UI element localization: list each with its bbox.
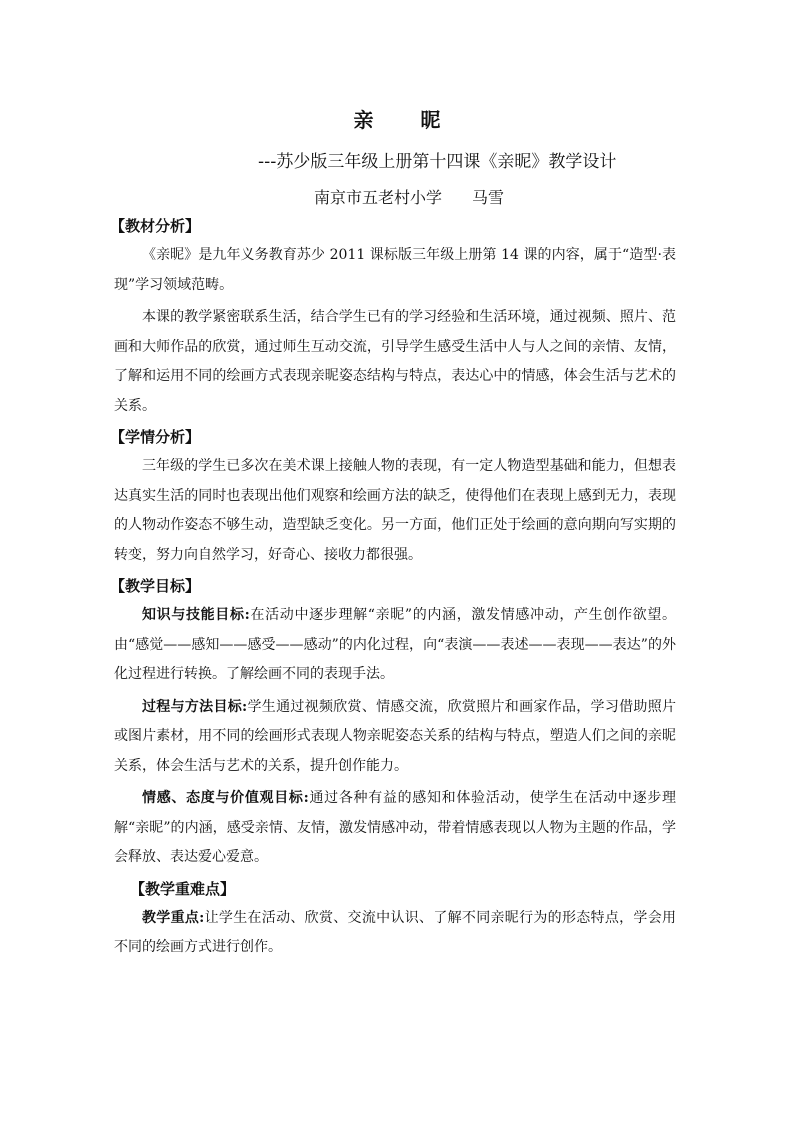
goal-knowledge-skills-lead: 知识与技能目标: <box>142 607 250 623</box>
goal-process-method-text: 学生通过视频欣赏、情感交流，欣赏照片和画家作品，学习借助照片或图片素材，用不同的绘画形式表现人物亲昵姿态关系的结构与特点，塑造人们之间的亲昵关系，体会生活与艺术的关系，提升创作能力。 <box>114 698 676 774</box>
textbook-paragraph-1: 《亲昵》是九年义务教育苏少 2011 课标版三年级上册第 14 课的内容，属于“造型·表现”学习领域范畴。 <box>114 247 676 293</box>
keypoint-teaching-focus-lead: 教学重点: <box>142 909 205 926</box>
keypoint-teaching-focus-text: 让学生在活动、欣赏、交流中认识、了解不同亲昵行为的形态特点，学会用不同的绘画方式进行创作。 <box>114 909 676 955</box>
section-heading-keypoints: 【教学重难点】 <box>130 879 236 898</box>
author-school: 南京市五老村小学 <box>314 188 443 207</box>
textbook-paragraph-2: 本课的教学紧密联系生活，结合学生已有的学习经验和生活环境，通过视频、照片、范画和大师作品的欣赏，通过师生互动交流，引导学生感受生活中人与人之间的亲情、友情，了解和运用不同的绘画方式表现亲昵姿态结构与特点，表达心中的情感，体会生活与艺术的关系。 <box>114 309 676 414</box>
students-paragraph-1: 三年级的学生已多次在美术课上接触人物的表现，有一定人物造型基础和能力，但想表达真实生活的同时也表现出他们观察和绘画方法的缺乏，使得他们在表现上感到无力，表现的人物动作姿态不够生动，造型缺乏变化。另一方面，他们正处于绘画的意向期向写实期的转变，努力向自然学习，好奇心、接收力都很强。 <box>114 458 676 563</box>
section-heading-students: 【学情分析】 <box>110 428 201 446</box>
goal-knowledge-skills <box>114 601 676 690</box>
goal-emotion-values-lead: 情感、态度与价值观目标: <box>142 790 309 806</box>
section-heading-textbook: 【教材分析】 <box>110 217 201 235</box>
goal-process-method <box>114 693 676 782</box>
keypoint-teaching-focus <box>114 904 676 963</box>
document-body <box>110 213 677 966</box>
goal-knowledge-skills-text: 在活动中逐步理解“亲昵”的内涵，激发情感冲动，产生创作欲望。由“感觉——感知——感受——感动”的内化过程，向“表演——表述——表现——表达”的外化过程进行转换。了解绘画不同的表现手法。 <box>114 607 676 682</box>
author-name: 马雪 <box>472 188 505 207</box>
document-subtitle: ---苏少版三年级上册第十四课《亲昵》教学设计 <box>258 152 617 172</box>
author-line <box>314 185 504 208</box>
goal-emotion-values-text: 通过各种有益的感知和体验活动，使学生在活动中逐步理解“亲昵”的内涵，感受亲情、友情，激发情感冲动，带着情感表现以人物为主题的作品，学会释放、表达爱心爱意。 <box>114 790 677 865</box>
goal-process-method-lead: 过程与方法目标: <box>142 698 248 715</box>
goal-emotion-values <box>114 784 676 873</box>
section-heading-goals: 【教学目标】 <box>110 577 201 595</box>
document-title: 亲 昵 <box>353 108 461 132</box>
